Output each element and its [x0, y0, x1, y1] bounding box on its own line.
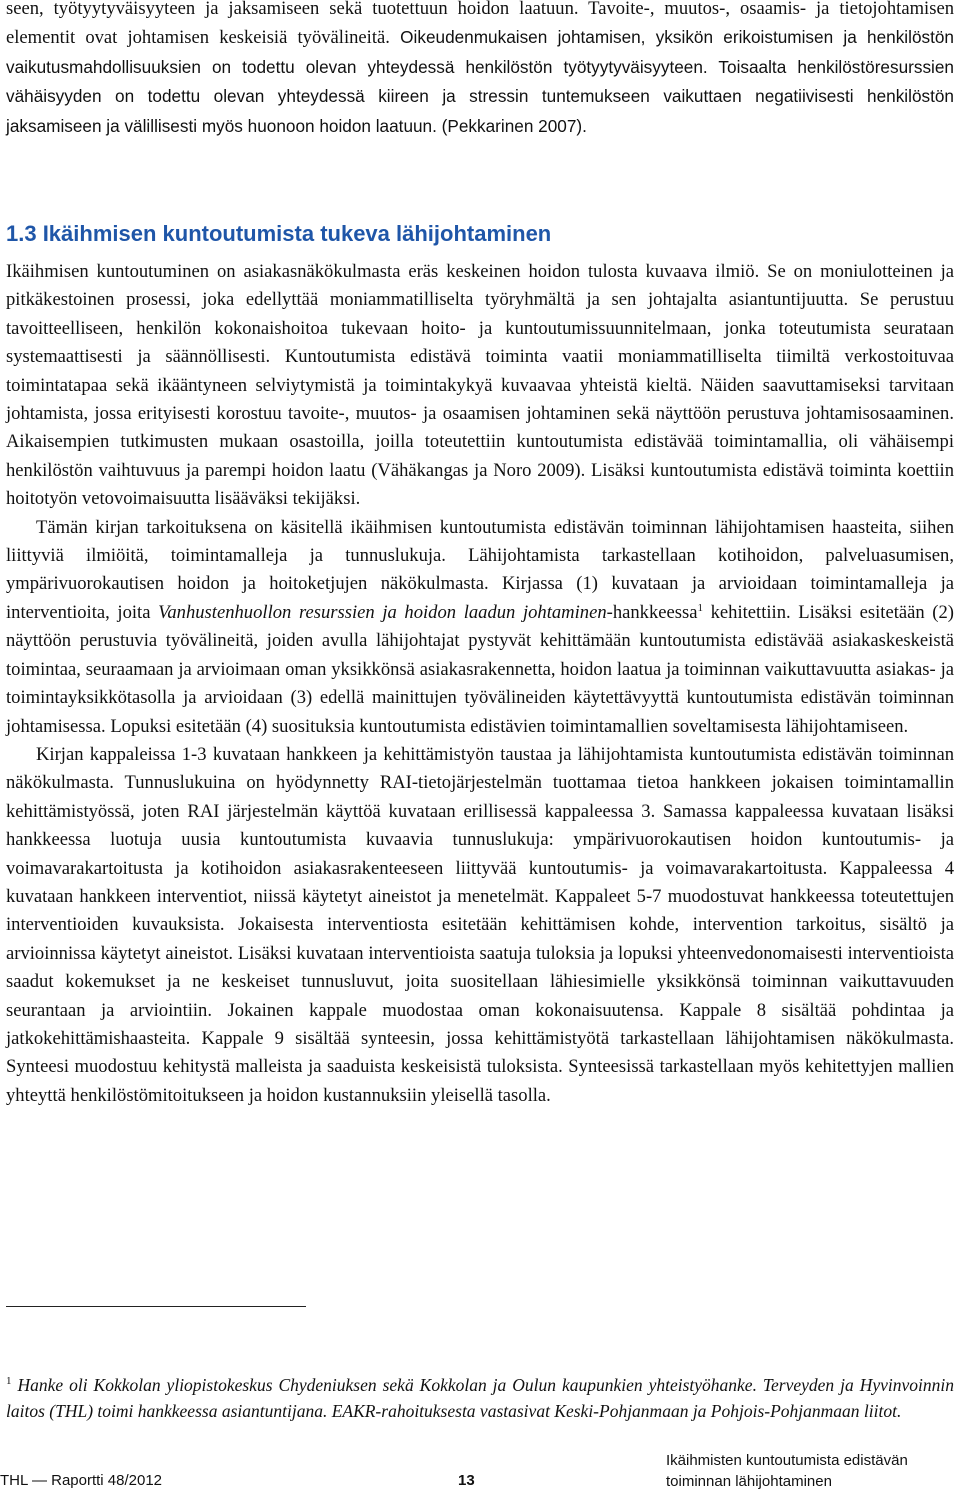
paragraph-2-text-c: kehitettiin. Lisäksi esitetään (2) näyttöön perustuvia työvälineitä, joiden avulla lähijohtajat pystyvät kehittämään kuntoutumista edistävää asiakaskeskeistä toimintaa, seuraamaan ja arvioimaan oman yksikkönsä asiakasrakennetta, hoidon laatua ja toiminnan vaikuttavuutta asiakas- ja toimintayksikkötasolla ja arvioidaan (3) edellä mainittujen työvälineiden käytettävyyttä kuntoutumista edistävän toiminnan johtamisessa. Lopuksi esitetään (4) suosituksia kuntoutumista edistävien toimintamallien soveltamisesta lähijohtamiseen.	[6, 601, 954, 737]
footnote-text: Hanke oli Kokkolan yliopistokeskus Chydeniuksen sekä Kokkolan ja Oulun kaupunkien yhteistyöhanke. Terveyden ja Hyvinvoinnin laitos (THL) toimi hankkeessa asiantuntijana. EAKR-rahoituksesta vastasivat Keski-Pohjanmaan ja Pohjois-Pohjanmaan liitot.	[6, 1375, 954, 1421]
project-name: Vanhustenhuollon resurssien ja hoidon laadun johtaminen	[158, 601, 607, 623]
paragraph-3: Kirjan kappaleissa 1-3 kuvataan hankkeen ja kehittämistyön taustaa ja lähijohtamista kuntoutumista edistävän toiminnan näkökulmasta. Tunnuslukuina on hyödynnetty RAI-tietojärjestelmän tuottamaa tietoa hankkeen jokaisen toimintamallin kehittämistyössä, joten RAI järjestelmän käyttöä kuvataan erillisessä kappaleessa 3. Samassa kappaleessa kuvataan lisäksi hankkeessa luotuja uusia kuntoutumista kuvaavia tunnuslukuja: ympärivuorokautisen hoidon kuntoutumis- ja voimavarakartoitusta ja kotihoidon asiakasrakenteeseen liittyvää kuntoutumis- ja voimavarakartoitusta. Kappaleessa 4 kuvataan hankkeen interventiot, niissä käytetyt aineistot ja menetelmät. Kappaleet 5-7 muodostuvat hankkeessa toteutettujen interventioiden kuvauksista. Jokaisesta interventiosta esitetään kehittämisen kohde, intervention tarkoitus, sisältö ja arvioinnissa käytetyt aineistot. Lisäksi kuvataan interventioista saatuja tuloksia ja lopuksi yhteenvedonomaisesti interventioista saadut kokemukset ja ne keskeiset tunnusluvut, joita suositellaan lähiesimielle yksikkönsä toiminnan vaikuttavuuden seurantaan ja arviointiin. Jokainen kappale muodostaa oman kokonaisuutensa. Kappale 8 sisältää pohdintaa ja jatkokehittämishaasteita. Kappale 9 sisältää synteesin, jossa kehittämistyötä tarkastellaan lähijohtamisen näkökulmasta. Synteesi muodostuu kehitystä malleista ja saaduista keskeisistä tuloksista. Synteesissä tarkastellaan myös kehitettyjen mallien yhteyttä henkilöstömitoitukseen ja hoidon kustannuksiin yleisellä tasolla.	[6, 743, 954, 1106]
intro-sans-text: Oikeudenmukaisen johtamisen, yksikön erikoistumisen ja henkilöstön vaikutusmahdollisuuksien on todettu olevan yhteydessä henkilöstön työtyytyväisyyteen. Toisaalta henkilöstöresurssien vähäisyyden on todettu olevan yhteydessä kiireen ja stressin tuntemukseen vaikuttaen negatiivisesti henkilöstön jaksamiseen ja välillisesti myös huonoon hoidon laatuun. (Pekkarinen 2007).	[6, 27, 954, 136]
section-body	[6, 258, 954, 1110]
intro-paragraph	[6, 0, 954, 141]
footer-title	[666, 1450, 954, 1492]
paragraph-2	[6, 514, 954, 741]
section-heading: 1.3 Ikäihmisen kuntoutumista tukeva lähijohtaminen	[6, 221, 552, 246]
intro-serif-text: seen, työtyytyväisyyteen ja jaksamiseen sekä tuotettuun hoidon laatuun. Tavoite-, muutos-, osaamis- ja tietojohtamisen elementit ovat johtamisen keskeisiä työvälineitä.	[6, 0, 954, 49]
footer-title-line-1: Ikäihmisten kuntoutumista edistävän	[666, 1452, 908, 1469]
paragraph-2-text-b: -hankkeessa	[606, 601, 698, 623]
footnote-reference[interactable]: 1	[697, 601, 703, 614]
page-number: 13	[458, 1472, 475, 1489]
footer-title-line-2: toiminnan lähijohtaminen	[666, 1473, 832, 1490]
footer-report-id: THL — Raportti 48/2012	[0, 1472, 163, 1489]
paragraph-2-text-a: Tämän kirjan tarkoituksena on käsitellä ikäihmisen kuntoutumista edistävän toiminnan lähijohtamisen haasteita, siihen liittyviä ilmiöitä, toimintamalleja ja tunnuslukuja. Lähijohtamista tarkastellaan kotihoidon, palveluasumisen, ympärivuorokautisen hoidon ja hoitoketjujen näkökulmasta. Kirjassa (1) kuvataan ja arvioidaan toimintamalleja ja interventioita, joita	[6, 516, 954, 623]
footnote	[6, 1372, 954, 1424]
paragraph-1: Ikäihmisen kuntoutuminen on asiakasnäkökulmasta eräs keskeinen hoidon tulosta kuvaava ilmiö. Se on moniulotteinen ja pitkäkestoinen prosessi, joka edellyttää moniammatilliselta työryhmältä ja sen johtajalta asiantuntijuutta. Se perustuu tavoitteelliseen, henkilön kokonaishoitoa tukevaan hoito- ja kuntoutumissuunnitelmaan, jonka toteutumista seurataan systemaattisesti ja säännöllisesti. Kuntoutumista edistävä toiminta vaatii moniammatilliselta tiimiltä verkostoituvaa toimintatapaa sekä ikääntyneen selviytymistä ja toimintakykyä kuvaavaa yhteistä kieltä. Näiden saavuttamiseksi tarvitaan johtamista, jossa erityisesti korostuu tavoite-, muutos- ja osaamisen johtaminen sekä näyttöön perustuva johtamisosaaminen. Aikaisempien tutkimusten mukaan osastoilla, joilla toteutettiin kuntoutumista edistävää toimintamallia, oli vähäisempi henkilöstön vaihtuvuus ja parempi hoidon laatu (Vähäkangas ja Noro 2009). Lisäksi kuntoutumista edistävä toiminta koettiin hoitotyön vetovoimaisuutta lisääväksi tekijäksi.	[6, 261, 954, 510]
footnote-divider	[6, 1306, 306, 1307]
footnote-number: 1	[6, 1375, 12, 1388]
